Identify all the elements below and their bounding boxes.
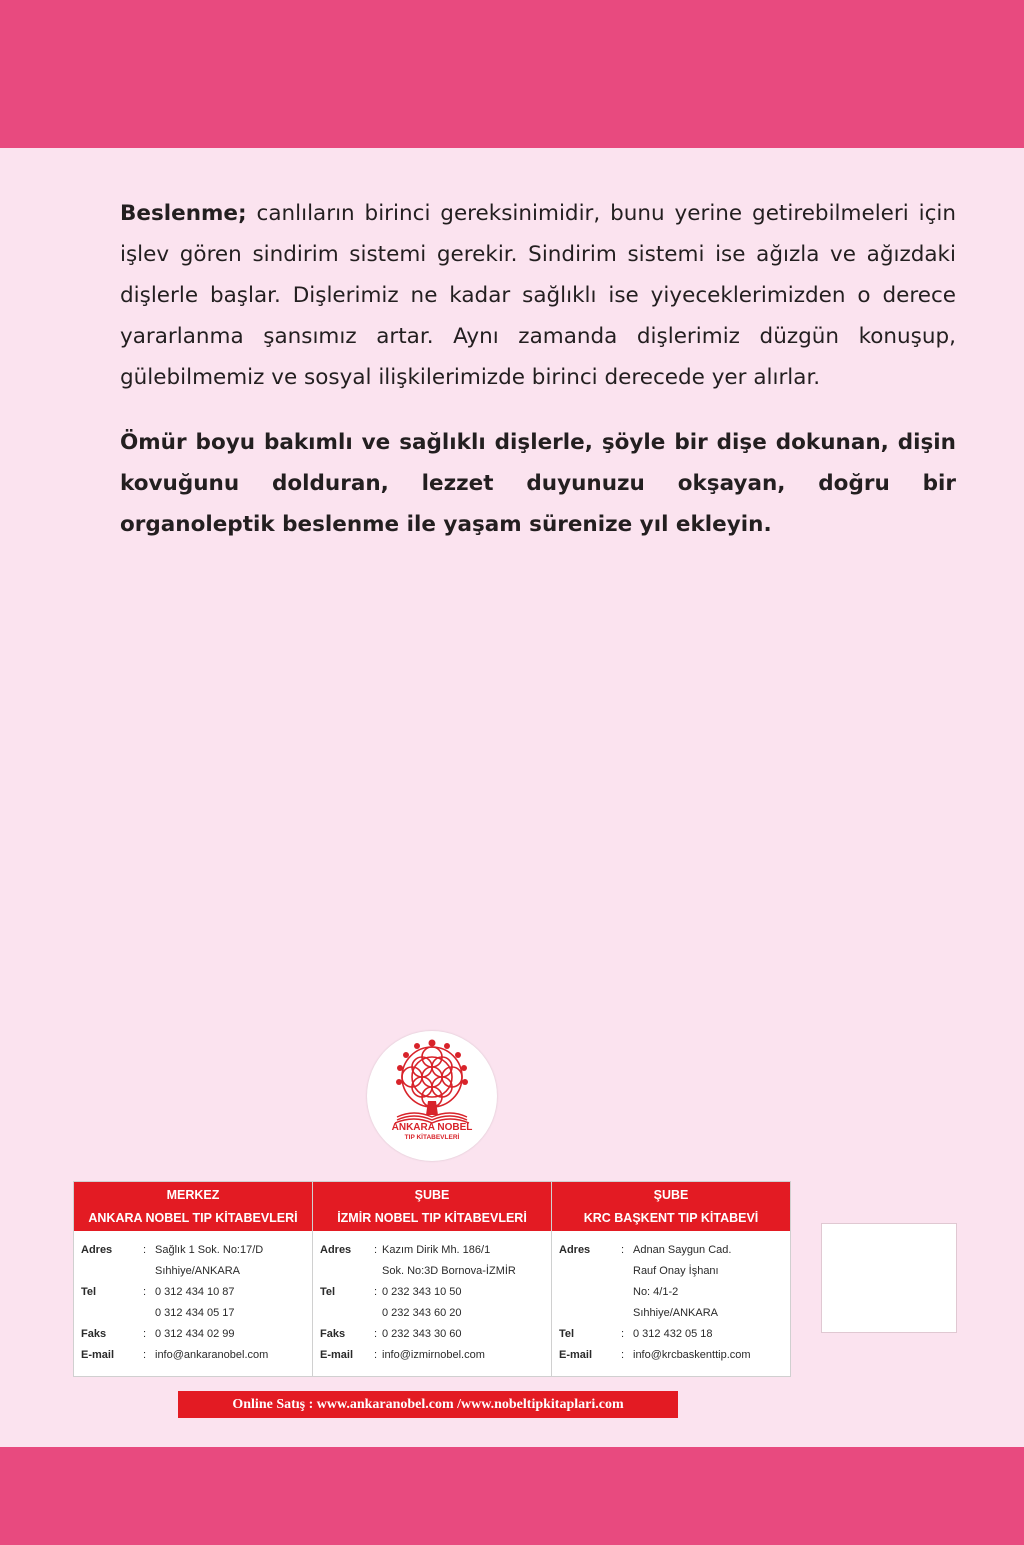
branch-name: KRC BAŞKENT TIP KİTABEVİ (583, 1210, 759, 1225)
detail-row (320, 1282, 551, 1303)
email-link[interactable]: info@krcbaskenttip.com (633, 1349, 751, 1361)
detail-value: 0 312 432 05 18 (633, 1328, 713, 1340)
logo-title: ANKARA NOBEL (391, 1122, 473, 1133)
detail-value: 0 232 343 60 20 (382, 1307, 462, 1319)
detail-colon: : (621, 1328, 625, 1340)
branch-details (74, 1233, 312, 1366)
branch-column (552, 1182, 790, 1376)
detail-value: Kazım Dirik Mh. 186/1 (382, 1244, 491, 1256)
detail-row (81, 1324, 312, 1345)
bottom-pink-band (0, 1447, 1024, 1545)
detail-value: Sıhhiye/ANKARA (633, 1307, 718, 1319)
detail-row (559, 1345, 790, 1366)
detail-label: Adres (81, 1244, 113, 1256)
branch-name: İZMİR NOBEL TIP KİTABEVLERİ (337, 1210, 527, 1225)
detail-row (81, 1303, 312, 1324)
top-pink-band (0, 0, 1024, 148)
detail-label (559, 1282, 621, 1303)
branch-type: MERKEZ (166, 1187, 220, 1202)
closing-paragraph: Ömür boyu bakımlı ve sağlıklı dişlerle, şöyle bir dişe dokunan, dişin kovuğunu dolduran, lezzet duyunuzu okşayan, doğru bir organoleptik beslenme ile yaşam sürenize yıl ekleyin. (120, 430, 956, 537)
detail-row (81, 1345, 312, 1366)
detail-label (559, 1303, 621, 1324)
branch-header (552, 1182, 790, 1233)
detail-label: Tel (81, 1286, 97, 1298)
tree-book-emblem (367, 1031, 497, 1161)
detail-colon (621, 1261, 633, 1282)
intro-paragraph (120, 193, 956, 398)
branch-details (552, 1233, 790, 1366)
email-link[interactable]: info@izmirnobel.com (382, 1349, 485, 1361)
detail-colon (621, 1282, 633, 1303)
detail-value: Adnan Saygun Cad. (633, 1244, 732, 1256)
branch-header (313, 1182, 551, 1233)
intro-lead: Beslenme; (120, 201, 247, 226)
detail-colon (143, 1303, 155, 1324)
detail-row (559, 1303, 790, 1324)
detail-value: No: 4/1-2 (633, 1286, 679, 1298)
detail-row (320, 1345, 551, 1366)
detail-row (559, 1240, 790, 1261)
branch-info-table (73, 1181, 791, 1377)
detail-value: 0 312 434 10 87 (155, 1286, 235, 1298)
detail-row (81, 1261, 312, 1282)
branch-header (74, 1182, 312, 1233)
detail-colon (374, 1261, 382, 1282)
detail-colon: : (374, 1349, 378, 1361)
detail-row (559, 1261, 790, 1282)
detail-colon: : (143, 1244, 147, 1256)
detail-label (320, 1303, 374, 1324)
email-link[interactable]: info@ankaranobel.com (155, 1349, 269, 1361)
barcode-area (821, 1223, 957, 1333)
detail-value: Rauf Onay İşhanı (633, 1265, 719, 1277)
detail-label (320, 1261, 374, 1282)
detail-value: 0 312 434 02 99 (155, 1328, 235, 1340)
detail-row (559, 1282, 790, 1303)
detail-colon: : (143, 1328, 147, 1340)
branch-column (313, 1182, 552, 1376)
detail-row (320, 1303, 551, 1324)
detail-row (320, 1240, 551, 1261)
branch-type: ŞUBE (414, 1187, 450, 1202)
branch-name: ANKARA NOBEL TIP KİTABEVLERİ (88, 1210, 298, 1225)
detail-colon (621, 1303, 633, 1324)
detail-row (559, 1324, 790, 1345)
intro-text: canlıların birinci gereksinimidir, bunu yerine getirebilmeleri için işlev gören sindirim sistemi gerekir. Sindirim sistemi ise ağızla ve ağızdaki dişlerle başlar. Dişlerimiz ne kadar sağlıklı ise yiyeceklerimizden o derece yararlanma şansımız artar. Aynı zamanda dişlerimiz düzgün konuşup, gülebilmemiz ve sosyal ilişkilerimizde birinci derecede yer alırlar. (120, 201, 956, 390)
detail-colon: : (621, 1244, 625, 1256)
branch-details (313, 1233, 551, 1366)
detail-colon: : (374, 1286, 378, 1298)
detail-row (320, 1261, 551, 1282)
detail-value: 0 232 343 30 60 (382, 1328, 462, 1340)
detail-value: Sağlık 1 Sok. No:17/D (155, 1244, 264, 1256)
logo-subtitle: TIP KİTABEVLERİ (404, 1134, 460, 1141)
detail-colon (143, 1261, 155, 1282)
detail-colon: : (143, 1286, 147, 1298)
online-sales-banner[interactable]: Online Satış : www.ankaranobel.com /www.nobeltipkitaplari.com (178, 1391, 678, 1418)
detail-value: 0 312 434 05 17 (155, 1307, 235, 1319)
detail-label (81, 1261, 143, 1282)
detail-row (81, 1282, 312, 1303)
detail-label: Faks (81, 1328, 107, 1340)
detail-row (81, 1240, 312, 1261)
branch-column (74, 1182, 313, 1376)
detail-label: E-mail (320, 1349, 354, 1361)
detail-label: Adres (559, 1244, 591, 1256)
detail-row (320, 1324, 551, 1345)
detail-label: Tel (320, 1286, 336, 1298)
detail-colon: : (374, 1244, 378, 1256)
detail-label: Tel (559, 1328, 575, 1340)
detail-colon (374, 1303, 382, 1324)
detail-colon: : (374, 1328, 378, 1340)
detail-colon: : (621, 1349, 625, 1361)
detail-label: Adres (320, 1244, 352, 1256)
detail-label: E-mail (559, 1349, 593, 1361)
detail-value: 0 232 343 10 50 (382, 1286, 462, 1298)
detail-label: E-mail (81, 1349, 115, 1361)
detail-label: Faks (320, 1328, 346, 1340)
detail-label (559, 1261, 621, 1282)
detail-value: Sıhhiye/ANKARA (155, 1265, 240, 1277)
branch-type: ŞUBE (653, 1187, 689, 1202)
detail-value: Sok. No:3D Bornova-İZMİR (382, 1265, 516, 1277)
detail-label (81, 1303, 143, 1324)
detail-colon: : (143, 1349, 147, 1361)
publisher-logo (367, 1031, 497, 1161)
